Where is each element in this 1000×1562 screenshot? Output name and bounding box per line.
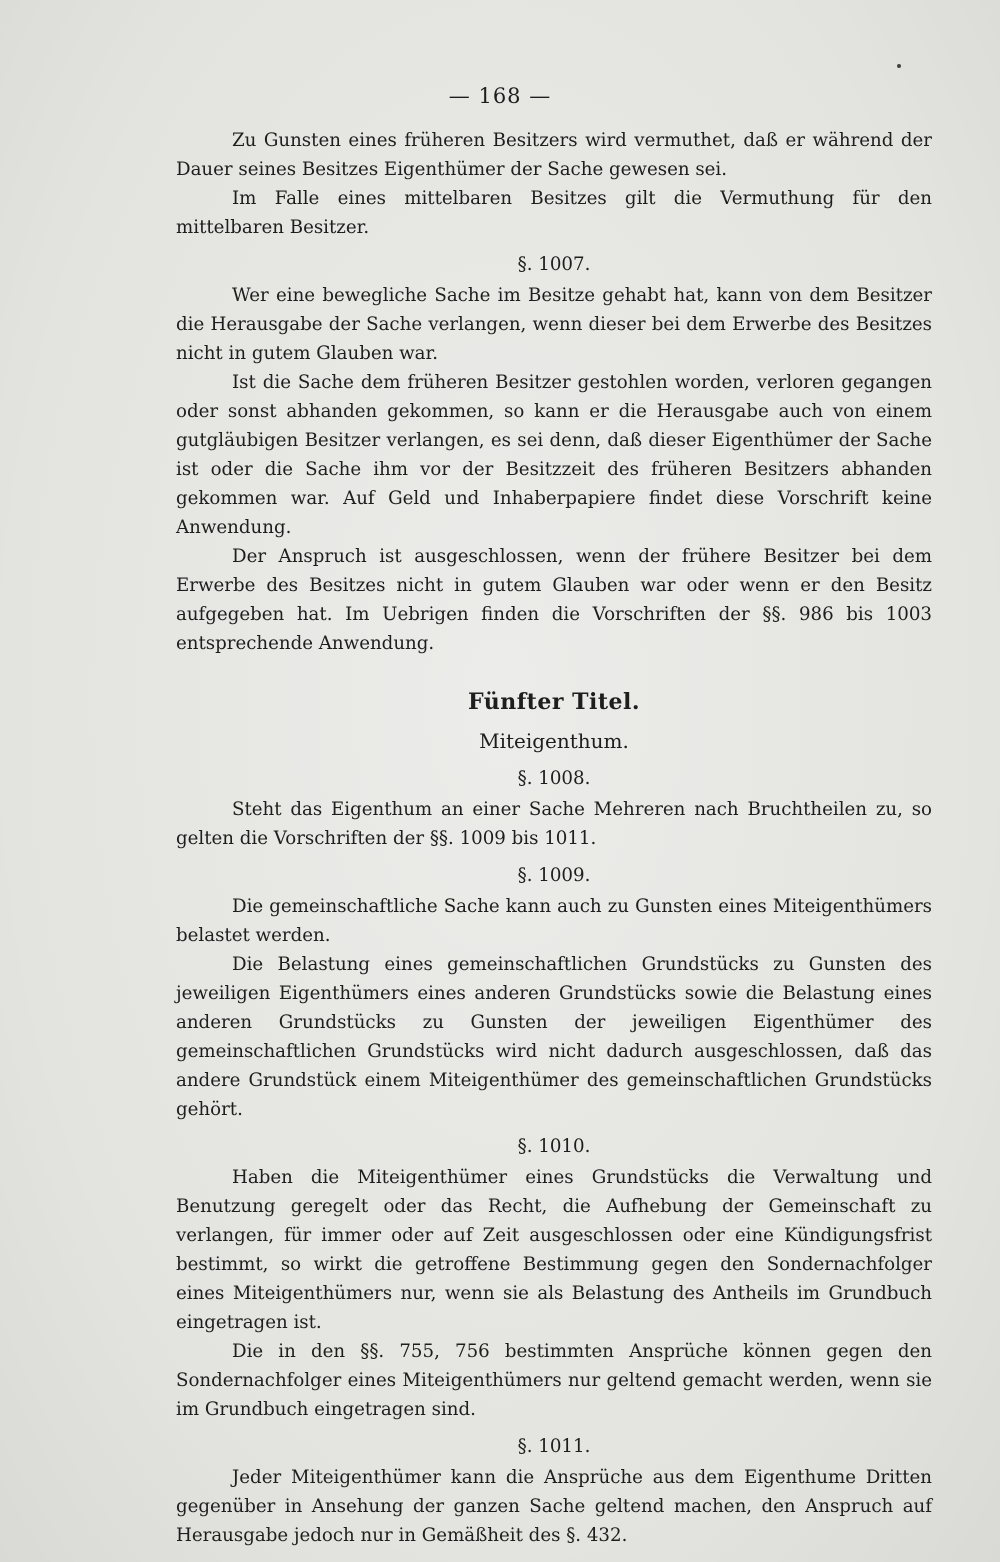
page-body [176, 126, 932, 1550]
paragraph: Der Anspruch ist ausgeschlossen, wenn der frühere Besitzer bei dem Erwerbe des Besitzes nicht in gutem Glauben war oder wenn er den Besitz aufgegeben hat. Im Uebrigen finden die Vorschriften der §§. 986 bis 1003 entsprechende Anwendung. [176, 546, 932, 654]
section-heading: §. 1008. [517, 768, 591, 789]
paragraph: Zu Gunsten eines früheren Besitzers wird vermuthet, daß er während der Dauer seines Besitzes Eigenthümer der Sache gewesen sei. [176, 130, 932, 180]
title-heading: Fünfter Titel. [468, 689, 640, 715]
page-number: — 168 — [448, 84, 552, 108]
paragraph: Jeder Miteigenthümer kann die Ansprüche aus dem Eigenthume Dritten gegenüber in Ansehung der ganzen Sache geltend machen, den Anspruch auf Herausgabe jedoch nur in Gemäßheit des §. 432. [176, 1467, 932, 1546]
paragraph: Im Falle eines mittelbaren Besitzes gilt die Vermuthung für den mittelbaren Besitzer. [176, 188, 932, 238]
paragraph: Die gemeinschaftliche Sache kann auch zu Gunsten eines Miteigenthümers belastet werden. [176, 896, 932, 946]
subtitle-heading: Miteigenthum. [479, 729, 629, 753]
section-heading: §. 1007. [517, 254, 591, 275]
section-heading: §. 1010. [517, 1136, 591, 1157]
paragraph: Ist die Sache dem früheren Besitzer gestohlen worden, verloren gegangen oder sonst abhanden gekommen, so kann er die Herausgabe auch von einem gutgläubigen Besitzer verlangen, es sei denn, daß dieser Eigenthümer der Sache ist oder die Sache ihm vor der Besitzzeit des früheren Besitzers abhanden gekommen war. Auf Geld und Inhaberpapiere findet diese Vorschrift keine Anwendung. [176, 372, 932, 538]
paragraph: Steht das Eigenthum an einer Sache Mehreren nach Bruchtheilen zu, so gelten die Vorschriften der §§. 1009 bis 1011. [176, 799, 932, 849]
ink-speck [897, 64, 901, 68]
paragraph: Die in den §§. 755, 756 bestimmten Ansprüche können gegen den Sondernachfolger eines Miteigenthümers nur geltend gemacht werden, wenn sie im Grundbuch eingetragen sind. [176, 1341, 932, 1420]
paragraph: Haben die Miteigenthümer eines Grundstücks die Verwaltung und Benutzung geregelt oder das Recht, die Aufhebung der Gemeinschaft zu verlangen, für immer oder auf Zeit ausgeschlossen oder eine Kündigungsfrist bestimmt, so wirkt die getroffene Bestimmung gegen den Sondernachfolger eines Miteigenthümers nur, wenn sie als Belastung des Antheils im Grundbuch eingetragen ist. [176, 1167, 932, 1333]
section-heading: §. 1009. [517, 865, 591, 886]
paragraph: Die Belastung eines gemeinschaftlichen Grundstücks zu Gunsten des jeweiligen Eigenthümers eines anderen Grundstücks sowie die Belastung eines anderen Grundstücks zu Gunsten der jeweiligen Eigenthümer des gemeinschaftlichen Grundstücks wird nicht dadurch ausgeschlossen, daß das andere Grundstück einem Miteigenthümer des gemeinschaftlichen Grundstücks gehört. [176, 954, 932, 1120]
paragraph: Wer eine bewegliche Sache im Besitze gehabt hat, kann von dem Besitzer die Herausgabe der Sache verlangen, wenn dieser bei dem Erwerbe des Besitzes nicht in gutem Glauben war. [176, 285, 932, 364]
section-heading: §. 1011. [517, 1436, 591, 1457]
